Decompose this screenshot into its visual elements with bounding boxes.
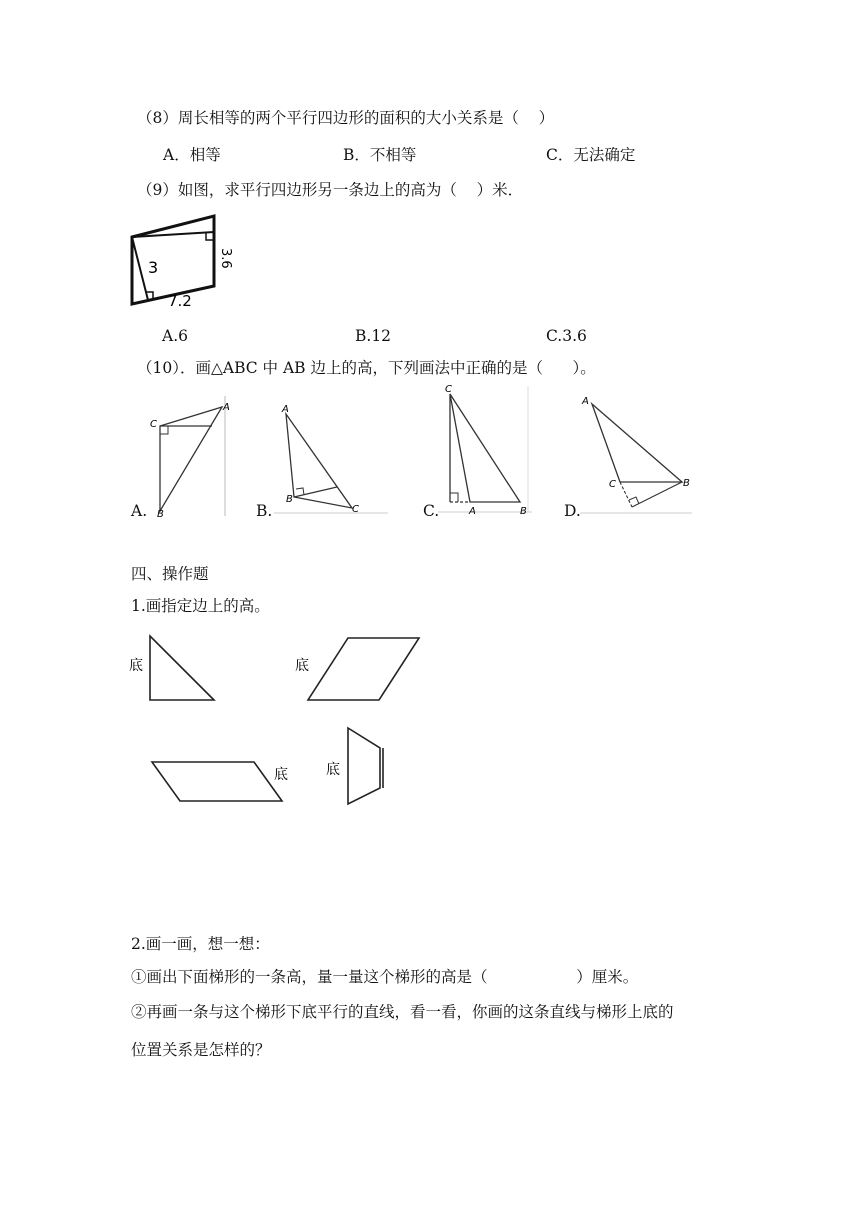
q10-d-label-b: B xyxy=(683,478,690,489)
q10-d-label-c: C xyxy=(609,479,616,490)
task1-parallelogram-2 xyxy=(152,762,282,801)
section4-title: 四、操作题 xyxy=(131,565,209,583)
q10-c-triangle xyxy=(450,394,520,502)
q10-option-a-label: A. xyxy=(131,502,148,520)
q10-figure-a xyxy=(148,396,238,520)
task1-parallelogram-base-label: 底 xyxy=(295,658,309,674)
task1-trapezoid-figure xyxy=(324,724,390,808)
q9-option-a: A.6 xyxy=(162,327,188,345)
q10-b-right-angle-mark xyxy=(296,488,304,495)
task2-title: 2.画一画，想一想： xyxy=(131,935,270,953)
task1-text: 1.画指定边上的高。 xyxy=(131,597,270,615)
q10-option-b-label: B. xyxy=(256,502,273,520)
task1-parallelogram2-base-label: 底 xyxy=(274,767,288,783)
task2-line-1: ①画出下面梯形的一条高，量一量这个梯形的高是（ ）厘米。 xyxy=(131,968,639,986)
task1-parallelogram-figure xyxy=(292,632,424,706)
q9-stem: （9）如图，求平行四边形另一条边上的高为（ ）米． xyxy=(137,181,524,199)
q10-stem: （10）．画△ABC 中 AB 边上的高，下列画法中正确的是（ ）。 xyxy=(137,359,596,377)
q10-d-extension-line xyxy=(620,482,632,507)
q10-b-label-b: B xyxy=(286,494,293,505)
task2-line-3: 位置关系是怎样的？ xyxy=(131,1041,271,1059)
q10-option-c-label: C. xyxy=(423,502,440,520)
q9-option-c: C.3.6 xyxy=(546,327,587,345)
q10-b-label-c: C xyxy=(352,504,359,515)
q10-b-triangle xyxy=(286,414,352,508)
q10-figure-b xyxy=(272,396,392,520)
q9-parallelogram-figure xyxy=(126,210,246,310)
q10-a-right-angle-mark xyxy=(160,426,168,434)
q10-option-d-label: D. xyxy=(564,502,581,520)
task1-parallelogram2-figure xyxy=(148,757,296,805)
task2-line-2: ②再画一条与这个梯形下底平行的直线，看一看，你画的这条直线与梯形上底的 xyxy=(131,1003,674,1021)
q10-c-label-c: C xyxy=(445,384,452,395)
q10-c-label-a: A xyxy=(469,506,476,517)
q10-d-triangle xyxy=(592,404,682,482)
task1-triangle-figure xyxy=(128,632,220,706)
q8-stem: （8）周长相等的两个平行四边形的面积的大小关系是（ ） xyxy=(137,109,555,127)
q8-option-a: A．相等 xyxy=(163,146,221,164)
q9-parallelogram xyxy=(132,216,214,304)
q10-d-height-line xyxy=(632,482,682,507)
q10-c-label-b: B xyxy=(520,506,527,517)
q8-option-b: B．不相等 xyxy=(343,146,417,164)
q9-height-line-2 xyxy=(132,237,148,300)
q10-figure-c xyxy=(436,380,536,520)
task1-parallelogram xyxy=(308,638,419,700)
q9-label-height-3-6: 3.6 xyxy=(218,248,233,269)
q9-option-b: B.12 xyxy=(355,327,392,345)
q10-a-label-b: B xyxy=(157,509,164,520)
q9-label-base: 7.2 xyxy=(168,292,192,310)
q9-label-height-3: 3 xyxy=(148,258,159,277)
task1-triangle xyxy=(150,636,214,700)
q10-d-right-angle-mark xyxy=(629,497,639,504)
q10-a-label-c: C xyxy=(150,419,157,430)
q10-a-triangle xyxy=(160,407,222,511)
task1-triangle-base-label: 底 xyxy=(129,658,143,674)
task1-trapezoid xyxy=(348,728,380,804)
q10-d-label-a: A xyxy=(582,396,589,407)
q10-c-right-angle-mark xyxy=(450,493,458,502)
q10-figure-d xyxy=(576,392,696,520)
task1-trapezoid-base-label: 底 xyxy=(326,762,340,778)
q8-option-c: C．无法确定 xyxy=(546,146,636,164)
q10-b-label-a: A xyxy=(282,404,289,415)
q10-a-label-a: A xyxy=(223,402,230,413)
